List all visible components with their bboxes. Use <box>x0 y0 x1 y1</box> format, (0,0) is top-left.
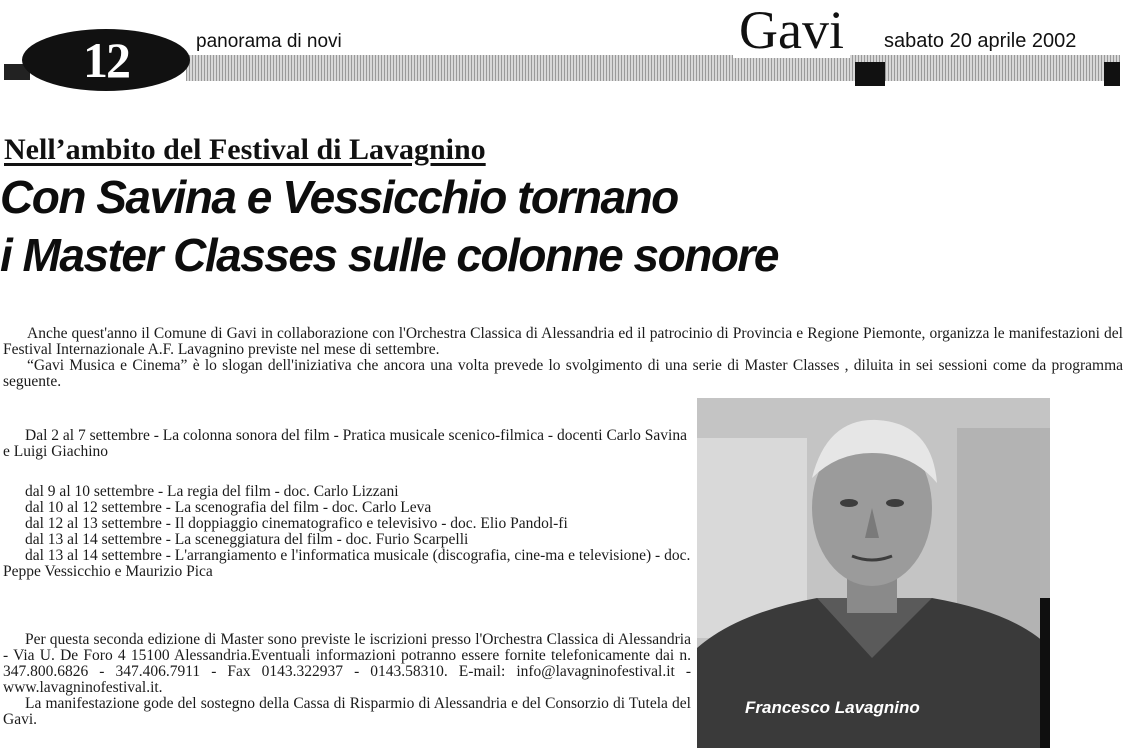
schedule-item: dal 10 al 12 settembre - La scenografia del film - doc. Carlo Leva <box>25 499 432 516</box>
closing-paragraph: Per questa seconda edizione di Master sono previste le iscrizioni presso l'Orchestra Classica di Alessandria - Via U. De Foro 4 15100 Alessandria.Eventuali informazioni potranno essere fornite telefonicamente dai n. 347.800.6826 - 347.406.7911 - Fax 0143.322937 - 0143.58310. E-mail: info@lavagninofestival.it - www.lavagninofestival.it. <box>3 631 691 696</box>
closing-paragraph: La manifestazione gode del sostegno della Cassa di Risparmio di Alessandria e del Consorzio di Tutela del Gavi. <box>3 695 691 728</box>
intro-paragraph: Anche quest'anno il Comune di Gavi in collaborazione con l'Orchestra Classica di Alessandria ed il patrocinio di Provincia e Regione Piemonte, organizza le manifestazioni del Festival Internazionale A.F. Lavagnino previste nel mese di settembre. <box>3 325 1123 358</box>
program-main <box>3 428 691 460</box>
schedule-item: dal 12 al 13 settembre - Il doppiaggio cinematografico e televisivo - doc. Elio Pandol-fi <box>25 515 568 532</box>
page-number-badge: 12 <box>22 29 190 91</box>
article-kicker: Nell’ambito del Festival di Lavagnino <box>4 133 486 166</box>
section-label: panorama di novi <box>196 31 342 52</box>
headline-line-2: i Master Classes sulle colonne sonore <box>0 229 778 281</box>
article-intro <box>3 326 1123 390</box>
intro-paragraph: “Gavi Musica e Cinema” è lo slogan dell'iniziativa che ancora una volta prevede lo svolgimento di una serie di Master Classes , diluita in sei sessioni come da programma seguente. <box>3 357 1123 390</box>
photo-caption: Francesco Lavagnino <box>745 698 920 717</box>
header-rule <box>186 55 1120 81</box>
program-main-text: Dal 2 al 7 settembre - La colonna sonora del film - Pratica musicale scenico-filmica - docenti Carlo Savina e Luigi Giachino <box>3 427 687 460</box>
schedule-item: dal 13 al 14 settembre - L'arrangiamento e l'informatica musicale (discografia, cine-ma e televisione) - doc. Peppe Vessicchio e Maurizio Pica <box>3 547 691 580</box>
headline-line-1: Con Savina e Vessicchio tornano <box>0 171 678 223</box>
header-rule-block <box>855 62 885 86</box>
header-rule-block <box>1104 62 1120 86</box>
issue-date: sabato 20 aprile 2002 <box>880 30 1080 53</box>
town-title: Gavi <box>733 2 850 58</box>
portrait-illustration <box>697 398 1050 748</box>
closing-text <box>3 632 691 728</box>
schedule-item: dal 9 al 10 settembre - La regia del film - doc. Carlo Lizzani <box>25 483 399 500</box>
portrait-photo <box>697 398 1050 748</box>
article-headline <box>0 168 1120 284</box>
schedule-item: dal 13 al 14 settembre - La sceneggiatura del film - doc. Furio Scarpelli <box>25 531 469 548</box>
schedule-list <box>3 484 691 580</box>
